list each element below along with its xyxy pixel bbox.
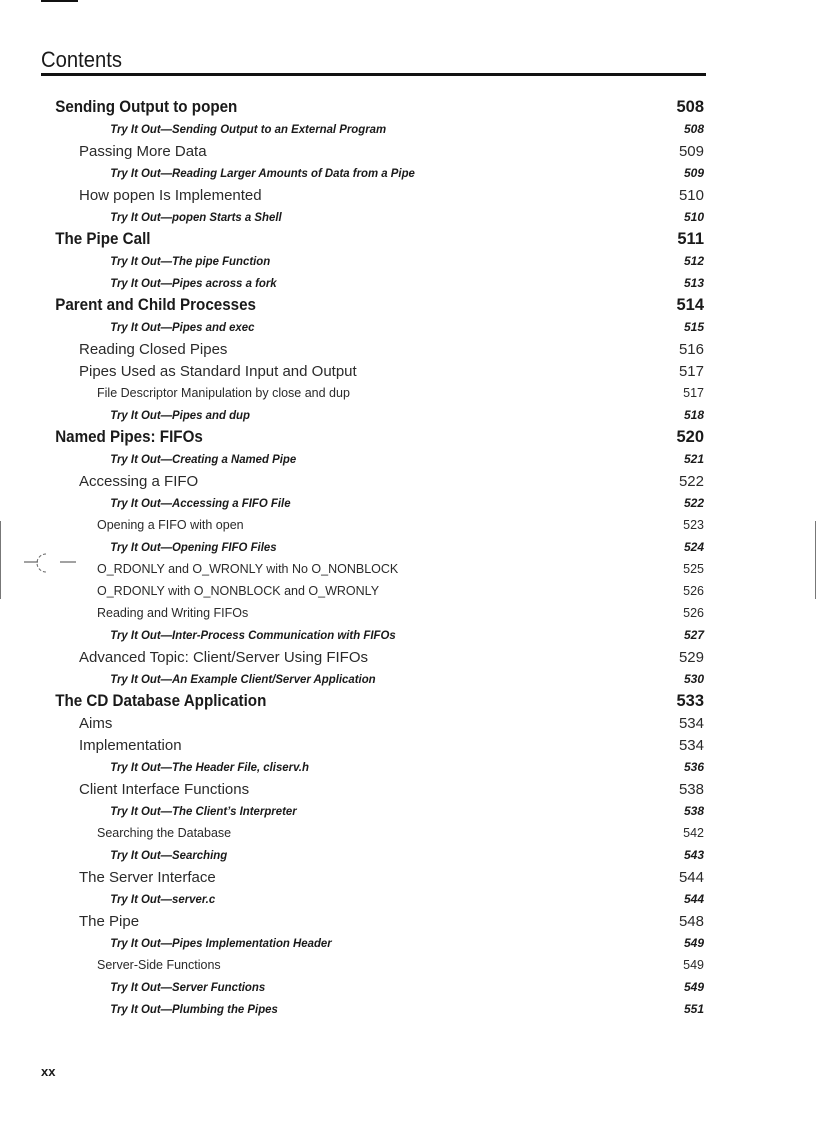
toc-entry-page: 549 [683, 936, 704, 950]
toc-entry-page: 525 [683, 562, 704, 576]
toc-entry-page: 509 [678, 142, 704, 160]
toc-entry-title: Try It Out—Searching [110, 848, 228, 862]
toc-entry-title: Try It Out—Sending Output to an External Program [110, 122, 387, 136]
toc-entry-try-it-out[interactable] [0, 250, 816, 272]
toc-entry-try-it-out[interactable] [0, 976, 816, 998]
toc-entry-try-it-out[interactable] [0, 888, 816, 910]
toc-entry-try-it-out[interactable] [0, 162, 816, 184]
registration-mark-icon [24, 550, 76, 578]
footer-page-number: xx [41, 1064, 56, 1079]
toc-entry-title: Try It Out—Pipes across a fork [110, 276, 277, 290]
toc-entry-page: 517 [678, 362, 704, 380]
toc-entry-try-it-out[interactable] [0, 118, 816, 140]
toc-entry-level-1[interactable] [0, 426, 816, 448]
toc-entry-title: O_RDONLY with O_NONBLOCK and O_WRONLY [97, 584, 380, 598]
toc-entry-title: Reading and Writing FIFOs [97, 606, 249, 620]
toc-entry-level-2[interactable] [0, 140, 816, 162]
toc-entry-try-it-out[interactable] [0, 272, 816, 294]
toc-entry-page: 518 [683, 408, 704, 422]
toc-entry-page: 529 [678, 648, 704, 666]
toc-entry-title: How popen Is Implemented [79, 186, 262, 204]
toc-entry-page: 538 [678, 780, 704, 798]
toc-entry-title: Reading Closed Pipes [79, 340, 228, 358]
toc-entry-page: 526 [683, 584, 704, 598]
toc-entry-level-2[interactable] [0, 184, 816, 206]
toc-entry-title: The Pipe [79, 912, 140, 930]
toc-entry-title: Searching the Database [97, 826, 232, 840]
toc-entry-level-2[interactable] [0, 910, 816, 932]
toc-entry-level-3[interactable] [0, 558, 816, 580]
toc-entry-title: Try It Out—Inter-Process Communication with FIFOs [110, 628, 396, 642]
top-crop-mark [41, 0, 78, 2]
toc-entry-page: 520 [676, 427, 704, 446]
toc-entry-title: Try It Out—Server Functions [110, 980, 266, 994]
toc-entry-try-it-out[interactable] [0, 316, 816, 338]
toc-entry-try-it-out[interactable] [0, 404, 816, 426]
page-title: Contents [41, 47, 123, 72]
toc-entry-page: 544 [683, 892, 704, 906]
table-of-contents [0, 96, 816, 1020]
toc-entry-level-1[interactable] [0, 228, 816, 250]
toc-entry-level-2[interactable] [0, 734, 816, 756]
toc-entry-level-3[interactable] [0, 822, 816, 844]
toc-entry-try-it-out[interactable] [0, 448, 816, 470]
toc-entry-level-2[interactable] [0, 470, 816, 492]
toc-entry-title: Try It Out—Pipes and exec [110, 320, 255, 334]
header-rule [41, 73, 706, 76]
toc-entry-try-it-out[interactable] [0, 932, 816, 954]
toc-entry-page: 533 [676, 691, 704, 710]
toc-entry-page: 534 [678, 736, 704, 754]
toc-entry-title: Aims [79, 714, 113, 732]
toc-entry-level-2[interactable] [0, 712, 816, 734]
toc-entry-title: Try It Out—popen Starts a Shell [110, 210, 282, 224]
toc-entry-level-2[interactable] [0, 360, 816, 382]
toc-entry-title: Try It Out—The pipe Function [110, 254, 271, 268]
toc-entry-title: The Pipe Call [55, 229, 151, 248]
toc-entry-title: Parent and Child Processes [55, 295, 256, 314]
toc-entry-title: Try It Out—Accessing a FIFO File [110, 496, 291, 510]
toc-entry-try-it-out[interactable] [0, 536, 816, 558]
toc-entry-page: 542 [683, 826, 704, 840]
toc-entry-page: 513 [683, 276, 704, 290]
toc-entry-page: 524 [683, 540, 704, 554]
toc-entry-page: 508 [676, 97, 704, 116]
toc-entry-level-2[interactable] [0, 778, 816, 800]
toc-entry-page: 509 [683, 166, 704, 180]
toc-entry-level-3[interactable] [0, 580, 816, 602]
toc-entry-page: 523 [683, 518, 704, 532]
toc-entry-page: 512 [683, 254, 704, 268]
toc-entry-title: Implementation [79, 736, 182, 754]
toc-entry-page: 538 [683, 804, 704, 818]
toc-entry-title: Sending Output to popen [55, 97, 238, 116]
toc-entry-page: 514 [676, 295, 704, 314]
toc-entry-title: The Server Interface [79, 868, 216, 886]
toc-entry-page: 543 [683, 848, 704, 862]
toc-entry-page: 544 [678, 868, 704, 886]
toc-entry-try-it-out[interactable] [0, 844, 816, 866]
toc-entry-title: Try It Out—The Header File, cliserv.h [110, 760, 309, 774]
toc-entry-page: 522 [678, 472, 704, 490]
toc-entry-title: Named Pipes: FIFOs [55, 427, 203, 446]
toc-entry-page: 511 [677, 229, 704, 248]
toc-entry-title: Advanced Topic: Client/Server Using FIFOs [79, 648, 369, 666]
toc-entry-page: 534 [678, 714, 704, 732]
toc-entry-title: Passing More Data [79, 142, 207, 160]
toc-entry-page: 527 [683, 628, 704, 642]
toc-entry-try-it-out[interactable] [0, 624, 816, 646]
toc-entry-title: Server-Side Functions [97, 958, 221, 972]
toc-entry-page: 517 [683, 386, 704, 400]
toc-entry-page: 522 [683, 496, 704, 510]
toc-entry-title: The CD Database Application [55, 691, 267, 710]
toc-entry-level-3[interactable] [0, 954, 816, 976]
toc-entry-title: Opening a FIFO with open [97, 518, 244, 532]
toc-entry-page: 521 [683, 452, 704, 466]
toc-entry-page: 508 [683, 122, 704, 136]
toc-entry-title: Try It Out—Plumbing the Pipes [110, 1002, 278, 1016]
toc-entry-page: 510 [683, 210, 704, 224]
toc-entry-title: Try It Out—Creating a Named Pipe [110, 452, 297, 466]
toc-entry-level-2[interactable] [0, 338, 816, 360]
toc-entry-try-it-out[interactable] [0, 206, 816, 228]
toc-entry-level-1[interactable] [0, 690, 816, 712]
toc-entry-try-it-out[interactable] [0, 668, 816, 690]
toc-entry-level-3[interactable] [0, 602, 816, 624]
toc-entry-page: 549 [683, 980, 704, 994]
toc-entry-level-1[interactable] [0, 294, 816, 316]
toc-entry-page: 515 [683, 320, 704, 334]
toc-entry-page: 510 [678, 186, 704, 204]
toc-entry-title: O_RDONLY and O_WRONLY with No O_NONBLOCK [97, 562, 399, 576]
toc-entry-page: 536 [683, 760, 704, 774]
toc-entry-level-3[interactable] [0, 514, 816, 536]
toc-entry-title: Accessing a FIFO [79, 472, 199, 490]
toc-entry-page: 530 [683, 672, 704, 686]
toc-entry-level-1[interactable] [0, 96, 816, 118]
toc-entry-level-2[interactable] [0, 866, 816, 888]
toc-entry-title: Pipes Used as Standard Input and Output [79, 362, 357, 380]
toc-entry-title: Try It Out—Reading Larger Amounts of Data from a Pipe [110, 166, 415, 180]
toc-entry-title: Try It Out—Pipes Implementation Header [110, 936, 332, 950]
left-margin-line [0, 521, 1, 599]
toc-entry-page: 548 [678, 912, 704, 930]
toc-entry-page: 516 [678, 340, 704, 358]
toc-entry-title: Try It Out—Pipes and dup [110, 408, 250, 422]
toc-entry-title: Client Interface Functions [79, 780, 250, 798]
toc-entry-try-it-out[interactable] [0, 756, 816, 778]
toc-entry-title: Try It Out—server.c [110, 892, 216, 906]
toc-entry-try-it-out[interactable] [0, 800, 816, 822]
toc-entry-page: 526 [683, 606, 704, 620]
toc-entry-try-it-out[interactable] [0, 492, 816, 514]
toc-entry-level-3[interactable] [0, 382, 816, 404]
toc-entry-title: Try It Out—An Example Client/Server Application [110, 672, 376, 686]
toc-entry-title: Try It Out—The Client’s Interpreter [110, 804, 297, 818]
toc-entry-level-2[interactable] [0, 646, 816, 668]
toc-entry-page: 549 [683, 958, 704, 972]
toc-entry-page: 551 [683, 1002, 704, 1016]
toc-entry-title: Try It Out—Opening FIFO Files [110, 540, 277, 554]
toc-entry-title: File Descriptor Manipulation by close and dup [97, 386, 350, 400]
toc-entry-try-it-out[interactable] [0, 998, 816, 1020]
